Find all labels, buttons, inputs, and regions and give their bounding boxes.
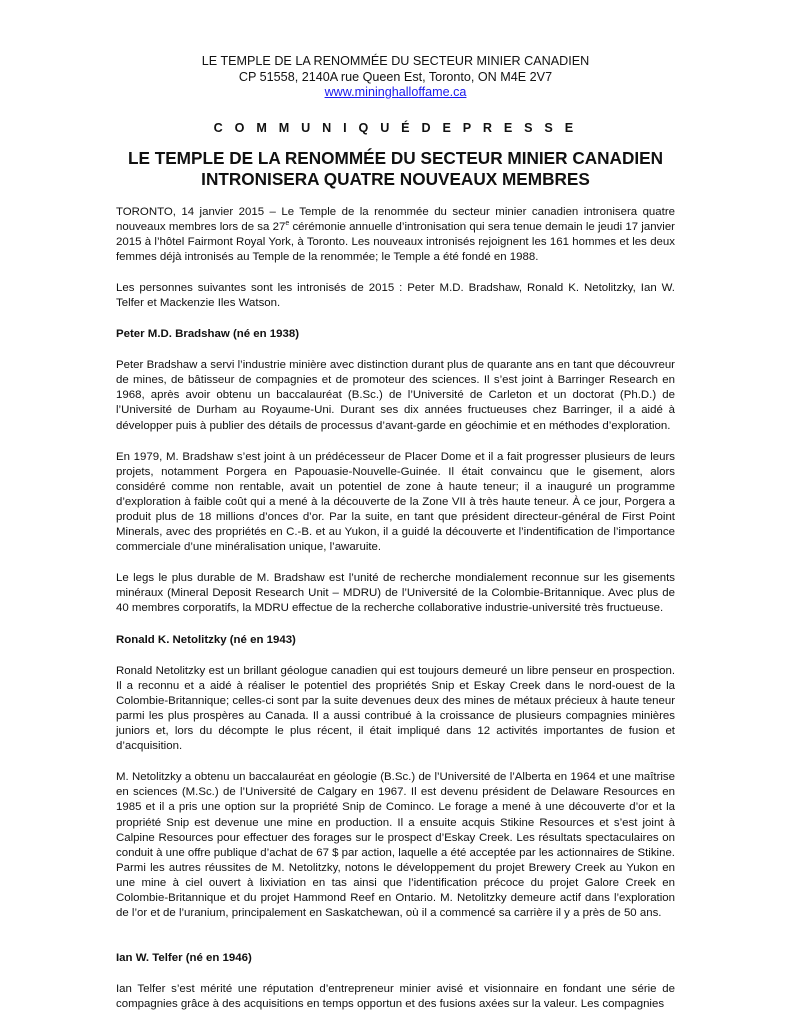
organization-address: CP 51558, 2140A rue Queen Est, Toronto, ON M4E 2V7 <box>238 69 553 84</box>
section-heading-netolitzky: Ronald K. Netolitzky (né en 1943) <box>116 633 296 646</box>
section-heading-bradshaw: Peter M.D. Bradshaw (né en 1938) <box>116 328 300 341</box>
netolitzky-paragraph-1: Ronald Netolitzky est un brillant géologue canadien qui est toujours demeuré un libre penseur en prospection. Il a reconnu et a aidé à réaliser le potentiel des propriétés Snip et Eskay Creek dans le nord-ouest de la Colombie-Britannique; celles-ci sont par la suite devenues deux des mines de métaux précieux à haute teneur parmi les plus prospères au Canada. Il a aussi contribué à la croissance de plusieurs compagnies minières juniors et, lors du décompte le plus récent, il était impliqué dans 12 activités importantes de fusion et d’acquisition. <box>116 664 675 753</box>
bradshaw-paragraph-2: En 1979, M. Bradshaw s’est joint à un prédécesseur de Placer Dome et il a fait progresser plusieurs de leurs projets, notamment Porgera en Papouasie-Nouvelle-Guinée. Il était convaincu que le gisement, alors considéré comme non rentable, avait un potentiel de zone à haute teneur; il a inauguré un programme d’exploration à faible coût qui a mené à la découverte de la Zone VII à très haute teneur. À ce jour, Porgera a produit plus de 18 millions d’onces d’or. Par la suite, en tant que président directeur-général de First Point Minerals, avec des propriétés en C.-B. et au Yukon, il a guidé la découverte et l’indentification de l’importance commerciale d’une minéralisation unique, l’awaruite. <box>116 450 675 554</box>
intro-text-a: TORONTO, 14 janvier 2015 – Le Temple de la renommée du secteur minier canadien intronisera quatre nouveaux membres lors de sa 27 <box>116 205 675 233</box>
intro-paragraph <box>116 205 675 265</box>
intro-text-b: cérémonie annuelle d’intronisation qui sera tenue demain le jeudi 17 janvier 2015 à l’hôtel Fairmont Royal York, à Toronto. Les nouveaux intronisés rejoignent les 161 hommes et les deux femmes déjà intronisés au Temple de la renommée; le Temple a été fondé en 1988. <box>116 220 675 263</box>
inductees-paragraph: Les personnes suivantes sont les intronisés de 2015 : Peter M.D. Bradshaw, Ronald K. Netolitzky, Ian W. Telfer et Mackenzie Iles Watson. <box>116 281 675 309</box>
website-link[interactable]: www.mininghalloffame.ca <box>324 85 467 99</box>
bradshaw-paragraph-1: Peter Bradshaw a servi l’industrie minière avec distinction durant plus de quarante ans en tant que découvreur de mines, de bâtisseur de compagnies et de promoteur des sciences. Il s’est joint à Barringer Research en 1968, après avoir obtenu un baccalauréat (B.Sc.) de l’Université de Carleton et un doctorat (Ph.D.) de l’Université de Durham au Royaume-Uni. Durant ses dix années fructueuses chez Barringer, il a aidé à développer puis à publier des détails de processus d’avant-garde en géochimie et en méthodes d’exploration. <box>116 359 675 432</box>
press-release-label: C O M M U N I Q U É D E P R E S S E <box>213 120 578 135</box>
page-title <box>116 148 675 190</box>
organization-name: LE TEMPLE DE LA RENOMMÉE DU SECTEUR MINIER CANADIEN <box>201 54 590 68</box>
letterhead <box>116 54 675 101</box>
ordinal-suffix: e <box>285 219 290 227</box>
title-line-1: LE TEMPLE DE LA RENOMMÉE DU SECTEUR MINIER CANADIEN <box>127 147 664 168</box>
press-release-page <box>116 54 675 1012</box>
section-heading-telfer: Ian W. Telfer (né en 1946) <box>116 952 252 965</box>
title-line-2: INTRONISERA QUATRE NOUVEAUX MEMBRES <box>201 168 590 189</box>
telfer-paragraph-1: Ian Telfer s’est mérité une réputation d’entrepreneur minier avisé et visionnaire en fondant une série de compagnies grâce à des acquisitions en temps opportun et des fusions axées sur la valeur. Les compagnies <box>116 983 675 1011</box>
netolitzky-paragraph-2: M. Netolitzky a obtenu un baccalauréat en géologie (B.Sc.) de l’Université de l’Alberta en 1964 et une maîtrise en sciences (M.Sc.) de l’Université de Calgary en 1967. Il est devenu président de Delaware Resources en 1985 et il a pris une option sur la propriété Snip de Cominco. Le forage a mené à une découverte d’or et la propriété Snip est devenue une mine en production. Il a ensuite acquis Stikine Resources et s’est joint à Calpine Resources pour effectuer des forages sur le prospect d’Eskay Creek. Les résultats spectaculaires on conduit à une offre publique d’achat de 67 $ par action, laquelle a été acceptée par les actionnaires de Stikine. Parmi les autres réussites de M. Netolitzky, notons le développement du projet Brewery Creek au Yukon en une mine à ciel ouvert à lixiviation en tas ainsi que l’identification précoce du projet Galore Creek en Colombie-Britannique et du projet Hammond Reef en Ontario. M. Netolitzky demeure actif dans l’exploration de l’or et de l’uranium, principalement en Saskatchewan, où il a commencé sa carrière il y a près de 50 ans. <box>116 771 675 920</box>
bradshaw-paragraph-3: Le legs le plus durable de M. Bradshaw est l’unité de recherche mondialement reconnue sur les gisements minéraux (Mineral Deposit Research Unit – MDRU) de l’Université de la Colombie-Britannique. Avec plus de 40 membres corporatifs, la MDRU effectue de la recherche collaborative industrie-université très fructueuse. <box>116 572 675 615</box>
